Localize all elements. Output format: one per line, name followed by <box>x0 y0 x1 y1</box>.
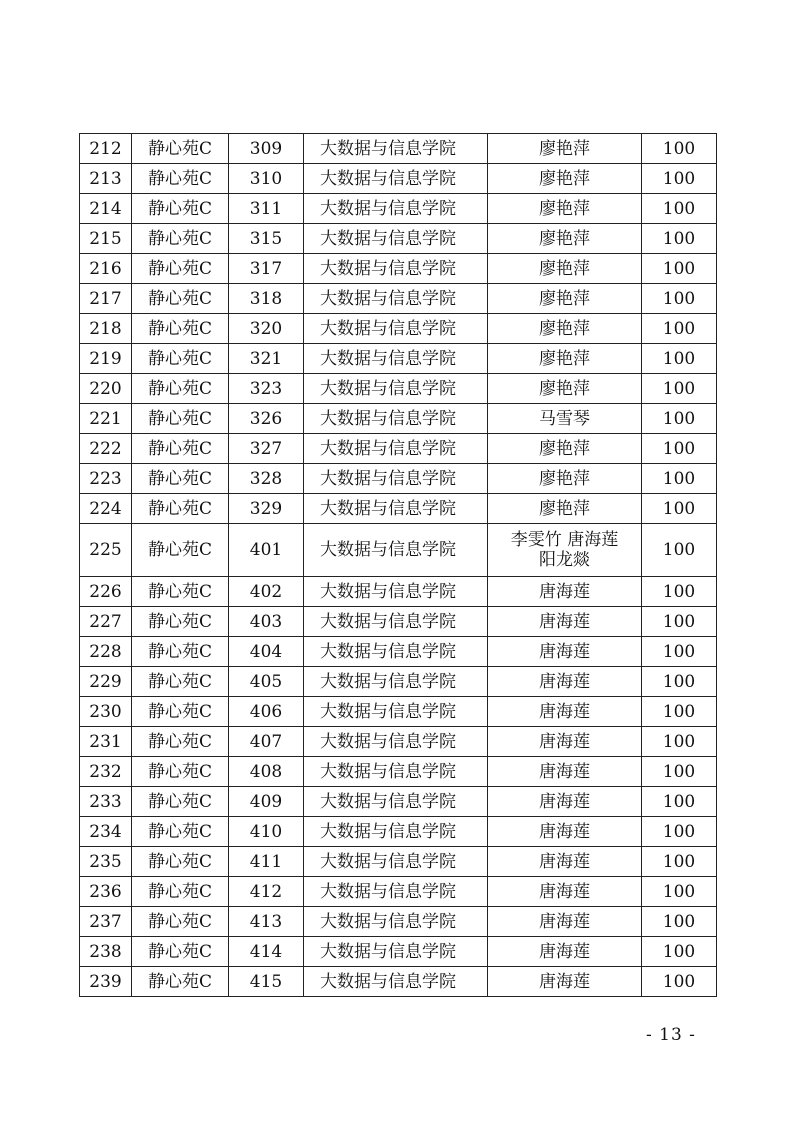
room-number-cell: 401 <box>229 524 304 577</box>
room-number-cell: 411 <box>229 847 304 877</box>
row-number-cell: 219 <box>80 344 132 374</box>
person-name-line: 唐海莲 <box>539 791 590 812</box>
room-number-cell: 402 <box>229 577 304 607</box>
responsible-person-cell <box>488 817 642 847</box>
room-number-cell: 326 <box>229 404 304 434</box>
person-name-line: 唐海莲 <box>539 671 590 692</box>
table-row <box>80 907 717 937</box>
table-row <box>80 314 717 344</box>
building-cell: 静心苑C <box>132 877 229 907</box>
table-row <box>80 344 717 374</box>
score-cell: 100 <box>642 284 717 314</box>
college-cell: 大数据与信息学院 <box>304 434 488 464</box>
row-number-cell: 228 <box>80 637 132 667</box>
building-cell: 静心苑C <box>132 967 229 997</box>
score-cell: 100 <box>642 907 717 937</box>
row-number-cell: 225 <box>80 524 132 577</box>
person-name-line: 唐海莲 <box>539 761 590 782</box>
responsible-person-cell <box>488 637 642 667</box>
college-cell: 大数据与信息学院 <box>304 667 488 697</box>
table-row <box>80 637 717 667</box>
building-cell: 静心苑C <box>132 667 229 697</box>
college-cell: 大数据与信息学院 <box>304 524 488 577</box>
score-cell: 100 <box>642 374 717 404</box>
building-cell: 静心苑C <box>132 727 229 757</box>
table-row <box>80 937 717 967</box>
person-name-line: 唐海莲 <box>539 821 590 842</box>
responsible-person-cell <box>488 667 642 697</box>
responsible-person-cell <box>488 374 642 404</box>
college-cell: 大数据与信息学院 <box>304 464 488 494</box>
person-name-line: 廖艳萍 <box>539 498 590 519</box>
responsible-person-cell <box>488 937 642 967</box>
building-cell: 静心苑C <box>132 637 229 667</box>
responsible-person-cell <box>488 314 642 344</box>
building-cell: 静心苑C <box>132 194 229 224</box>
table-row <box>80 194 717 224</box>
building-cell: 静心苑C <box>132 314 229 344</box>
responsible-person-cell <box>488 344 642 374</box>
college-cell: 大数据与信息学院 <box>304 577 488 607</box>
person-name-line: 唐海莲 <box>539 641 590 662</box>
college-cell: 大数据与信息学院 <box>304 937 488 967</box>
building-cell: 静心苑C <box>132 284 229 314</box>
building-cell: 静心苑C <box>132 697 229 727</box>
row-number-cell: 226 <box>80 577 132 607</box>
room-number-cell: 315 <box>229 224 304 254</box>
person-name-line: 唐海莲 <box>539 851 590 872</box>
person-name-line: 廖艳萍 <box>539 288 590 309</box>
building-cell: 静心苑C <box>132 374 229 404</box>
person-name-line: 唐海莲 <box>539 731 590 752</box>
score-cell: 100 <box>642 224 717 254</box>
responsible-person-cell <box>488 607 642 637</box>
responsible-person-cell <box>488 524 642 577</box>
person-name-line: 廖艳萍 <box>539 468 590 489</box>
table-row <box>80 847 717 877</box>
college-cell: 大数据与信息学院 <box>304 697 488 727</box>
table-row <box>80 284 717 314</box>
score-cell: 100 <box>642 637 717 667</box>
college-cell: 大数据与信息学院 <box>304 314 488 344</box>
room-number-cell: 318 <box>229 284 304 314</box>
person-name-line: 马雪琴 <box>539 408 590 429</box>
score-cell: 100 <box>642 577 717 607</box>
person-name-line: 廖艳萍 <box>539 348 590 369</box>
score-cell: 100 <box>642 667 717 697</box>
table-row <box>80 817 717 847</box>
room-number-cell: 317 <box>229 254 304 284</box>
row-number-cell: 214 <box>80 194 132 224</box>
room-number-cell: 413 <box>229 907 304 937</box>
building-cell: 静心苑C <box>132 787 229 817</box>
building-cell: 静心苑C <box>132 494 229 524</box>
person-name-line: 唐海莲 <box>539 971 590 992</box>
row-number-cell: 238 <box>80 937 132 967</box>
responsible-person-cell <box>488 464 642 494</box>
table-row <box>80 134 717 164</box>
row-number-cell: 221 <box>80 404 132 434</box>
college-cell: 大数据与信息学院 <box>304 284 488 314</box>
dormitory-score-table <box>79 133 717 997</box>
score-cell: 100 <box>642 607 717 637</box>
room-number-cell: 323 <box>229 374 304 404</box>
table-row <box>80 607 717 637</box>
row-number-cell: 224 <box>80 494 132 524</box>
room-number-cell: 320 <box>229 314 304 344</box>
person-name-line: 廖艳萍 <box>539 228 590 249</box>
building-cell: 静心苑C <box>132 254 229 284</box>
person-name-line: 唐海莲 <box>539 611 590 632</box>
table-row <box>80 524 717 577</box>
college-cell: 大数据与信息学院 <box>304 757 488 787</box>
table-row <box>80 787 717 817</box>
table-row <box>80 697 717 727</box>
row-number-cell: 230 <box>80 697 132 727</box>
score-cell: 100 <box>642 937 717 967</box>
building-cell: 静心苑C <box>132 937 229 967</box>
person-name-line: 廖艳萍 <box>539 138 590 159</box>
person-name-line: 唐海莲 <box>539 941 590 962</box>
page-number: - 13 - <box>646 1025 696 1045</box>
responsible-person-cell <box>488 434 642 464</box>
score-cell: 100 <box>642 314 717 344</box>
person-name-line: 阳龙燚 <box>539 550 590 570</box>
room-number-cell: 403 <box>229 607 304 637</box>
room-number-cell: 321 <box>229 344 304 374</box>
responsible-person-cell <box>488 877 642 907</box>
score-cell: 100 <box>642 847 717 877</box>
responsible-person-cell <box>488 697 642 727</box>
score-cell: 100 <box>642 787 717 817</box>
person-name-line: 廖艳萍 <box>539 258 590 279</box>
person-name-line: 李雯竹 唐海莲 <box>510 530 619 550</box>
score-cell: 100 <box>642 344 717 374</box>
room-number-cell: 404 <box>229 637 304 667</box>
score-cell: 100 <box>642 967 717 997</box>
college-cell: 大数据与信息学院 <box>304 967 488 997</box>
score-cell: 100 <box>642 164 717 194</box>
row-number-cell: 213 <box>80 164 132 194</box>
building-cell: 静心苑C <box>132 524 229 577</box>
room-number-cell: 311 <box>229 194 304 224</box>
table-row <box>80 224 717 254</box>
room-number-cell: 409 <box>229 787 304 817</box>
room-number-cell: 310 <box>229 164 304 194</box>
row-number-cell: 235 <box>80 847 132 877</box>
row-number-cell: 218 <box>80 314 132 344</box>
responsible-person-cell <box>488 134 642 164</box>
person-name-line: 廖艳萍 <box>539 198 590 219</box>
score-cell: 100 <box>642 194 717 224</box>
table-row <box>80 374 717 404</box>
row-number-cell: 239 <box>80 967 132 997</box>
building-cell: 静心苑C <box>132 404 229 434</box>
score-cell: 100 <box>642 757 717 787</box>
row-number-cell: 215 <box>80 224 132 254</box>
table-row <box>80 404 717 434</box>
table-row <box>80 667 717 697</box>
college-cell: 大数据与信息学院 <box>304 164 488 194</box>
room-number-cell: 405 <box>229 667 304 697</box>
responsible-person-cell <box>488 194 642 224</box>
score-cell: 100 <box>642 817 717 847</box>
row-number-cell: 216 <box>80 254 132 284</box>
building-cell: 静心苑C <box>132 164 229 194</box>
person-name-line: 唐海莲 <box>539 581 590 602</box>
responsible-person-cell <box>488 224 642 254</box>
building-cell: 静心苑C <box>132 907 229 937</box>
row-number-cell: 217 <box>80 284 132 314</box>
responsible-person-cell <box>488 967 642 997</box>
score-cell: 100 <box>642 727 717 757</box>
building-cell: 静心苑C <box>132 344 229 374</box>
table-row <box>80 164 717 194</box>
row-number-cell: 237 <box>80 907 132 937</box>
college-cell: 大数据与信息学院 <box>304 134 488 164</box>
room-number-cell: 327 <box>229 434 304 464</box>
person-name-line: 唐海莲 <box>539 911 590 932</box>
row-number-cell: 223 <box>80 464 132 494</box>
row-number-cell: 236 <box>80 877 132 907</box>
row-number-cell: 234 <box>80 817 132 847</box>
score-cell: 100 <box>642 877 717 907</box>
person-name-line: 廖艳萍 <box>539 168 590 189</box>
college-cell: 大数据与信息学院 <box>304 224 488 254</box>
row-number-cell: 229 <box>80 667 132 697</box>
college-cell: 大数据与信息学院 <box>304 254 488 284</box>
row-number-cell: 231 <box>80 727 132 757</box>
person-name-line: 唐海莲 <box>539 701 590 722</box>
row-number-cell: 220 <box>80 374 132 404</box>
room-number-cell: 407 <box>229 727 304 757</box>
score-cell: 100 <box>642 464 717 494</box>
building-cell: 静心苑C <box>132 434 229 464</box>
table-row <box>80 967 717 997</box>
college-cell: 大数据与信息学院 <box>304 907 488 937</box>
table-row <box>80 877 717 907</box>
college-cell: 大数据与信息学院 <box>304 374 488 404</box>
college-cell: 大数据与信息学院 <box>304 494 488 524</box>
table-row <box>80 254 717 284</box>
responsible-person-cell <box>488 727 642 757</box>
person-name-line: 廖艳萍 <box>539 438 590 459</box>
college-cell: 大数据与信息学院 <box>304 404 488 434</box>
responsible-person-cell <box>488 787 642 817</box>
room-number-cell: 414 <box>229 937 304 967</box>
building-cell: 静心苑C <box>132 464 229 494</box>
college-cell: 大数据与信息学院 <box>304 817 488 847</box>
college-cell: 大数据与信息学院 <box>304 607 488 637</box>
college-cell: 大数据与信息学院 <box>304 877 488 907</box>
table-row <box>80 494 717 524</box>
room-number-cell: 412 <box>229 877 304 907</box>
college-cell: 大数据与信息学院 <box>304 787 488 817</box>
responsible-person-cell <box>488 494 642 524</box>
college-cell: 大数据与信息学院 <box>304 344 488 374</box>
row-number-cell: 233 <box>80 787 132 817</box>
responsible-person-cell <box>488 847 642 877</box>
table-row <box>80 464 717 494</box>
score-cell: 100 <box>642 254 717 284</box>
responsible-person-cell <box>488 577 642 607</box>
person-name-line: 廖艳萍 <box>539 318 590 339</box>
responsible-person-cell <box>488 907 642 937</box>
responsible-person-cell <box>488 284 642 314</box>
row-number-cell: 227 <box>80 607 132 637</box>
table-row <box>80 434 717 464</box>
college-cell: 大数据与信息学院 <box>304 194 488 224</box>
room-number-cell: 329 <box>229 494 304 524</box>
room-number-cell: 328 <box>229 464 304 494</box>
room-number-cell: 309 <box>229 134 304 164</box>
building-cell: 静心苑C <box>132 817 229 847</box>
college-cell: 大数据与信息学院 <box>304 727 488 757</box>
building-cell: 静心苑C <box>132 224 229 254</box>
college-cell: 大数据与信息学院 <box>304 847 488 877</box>
row-number-cell: 222 <box>80 434 132 464</box>
building-cell: 静心苑C <box>132 847 229 877</box>
table-row <box>80 577 717 607</box>
building-cell: 静心苑C <box>132 134 229 164</box>
room-number-cell: 406 <box>229 697 304 727</box>
table-body <box>80 134 717 997</box>
building-cell: 静心苑C <box>132 607 229 637</box>
responsible-person-cell <box>488 757 642 787</box>
person-name-line: 唐海莲 <box>539 881 590 902</box>
row-number-cell: 232 <box>80 757 132 787</box>
responsible-person-cell <box>488 164 642 194</box>
score-cell: 100 <box>642 697 717 727</box>
score-cell: 100 <box>642 134 717 164</box>
building-cell: 静心苑C <box>132 757 229 787</box>
score-cell: 100 <box>642 404 717 434</box>
building-cell: 静心苑C <box>132 577 229 607</box>
score-cell: 100 <box>642 494 717 524</box>
responsible-person-cell <box>488 404 642 434</box>
score-cell: 100 <box>642 434 717 464</box>
person-name-line: 廖艳萍 <box>539 378 590 399</box>
college-cell: 大数据与信息学院 <box>304 637 488 667</box>
room-number-cell: 415 <box>229 967 304 997</box>
score-cell: 100 <box>642 524 717 577</box>
room-number-cell: 408 <box>229 757 304 787</box>
row-number-cell: 212 <box>80 134 132 164</box>
responsible-person-cell <box>488 254 642 284</box>
room-number-cell: 410 <box>229 817 304 847</box>
table-row <box>80 757 717 787</box>
table-row <box>80 727 717 757</box>
